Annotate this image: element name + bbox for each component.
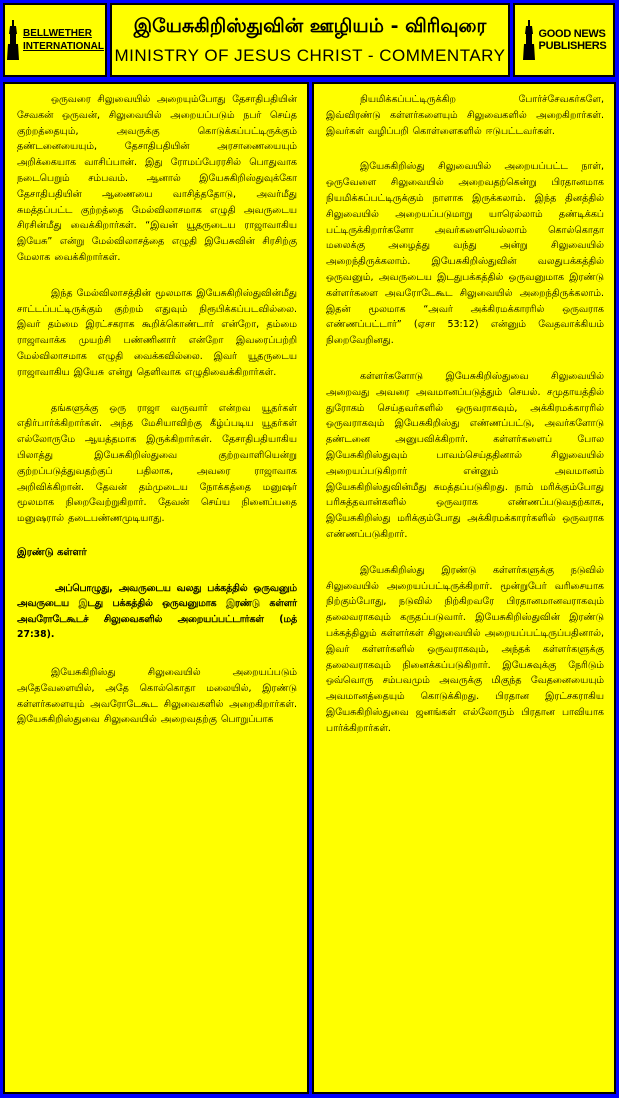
page-title-tamil: இயேசுகிறிஸ்துவின் ஊழியம் - விரிவுரை — [133, 14, 487, 37]
left-column — [3, 82, 309, 1094]
tower-silhouette-icon — [6, 20, 20, 60]
page-title-english: MINISTRY OF JESUS CHRIST - COMMENTARY — [114, 45, 506, 65]
right-logo-line-1: GOOD NEWS — [538, 28, 606, 40]
left-logo-box — [3, 3, 107, 77]
header — [3, 3, 616, 77]
right-logo-box — [513, 3, 615, 77]
paragraph: நியமிக்கப்பட்டிருக்கிற போர்ச்சேவகர்களே, இவ்விரண்டு கள்ளர்களையும் சிலுவைகளில் அறைகிறார்கள். இவர்கள் வழிப்பறி கொள்ளைகளில் ஈடுபட்டவர்கள். — [326, 94, 604, 137]
paragraph: ஒருவரை சிலுவையில் அறையும்போது தேசாதிபதியின் சேவகன் ஒருவன், சிலுவையில் அறையப்படும் நபர் செய்த குற்றத்தையும், அவருக்கு கொடுக்கப்பட்டிருக்கும் தண்டனையையும், தேசாதிபதியின் அரசாணையையும் அறிக்கையாக வாசிப்பான். இது ரோமப்பேரரசில் பொதுவாக நடைபெறும் சம்பவம். ஆனால் இயேசுகிறிஸ்துவுக்கோ தேசாதிபதியின் ஆணையை வாசித்ததோடு, அவர்மீது சுமத்தப்பட்ட குற்றத்தை மேல்விலாசமாக எழுதி அவருடைய சிரசின்மீது வைக்கிறார்கள். “இவன் யூதருடைய ராஜாவாகிய இயேசு” என்று மேல்விலாசத்தை எழுதி இயேசுவின் சிரசிற்கு மேலாக வைக்கிறார்கள். — [17, 94, 297, 263]
scripture-quote: அப்பொழுது, அவருடைய வலது பக்கத்தில் ஒருவனும் அவருடைய இடது பக்கத்தில் ஒருவனுமாக இரண்டு கள்ளர் அவரோடேகூடச் சிலுவைகளில் அறையப்பட்டார்கள் (மத் 27:38). — [17, 582, 297, 641]
tower-silhouette-icon — [522, 20, 536, 60]
paragraph: கள்ளர்களோடு இயேசுகிறிஸ்துவை சிலுவையில் அறைவது அவரை அவமானப்படுத்தும் செயல். சமுதாயத்தில் துரோகம் செய்தவர்களில் ஒருவராகவும், அக்கிரமக்காரரில் ஒருவராகவும் இயேசுகிறிஸ்து எண்ணப்பட்டு, அவர்களோடு தண்டனை அனுபவிக்கிறார். கள்ளர்களைப் போல இயேசுகிறிஸ்துவும் பாவம்செய்ததினால் சிலுவையில் அறையப்படுகிறார் என்னும் அவமானம் இயேசுகிறிஸ்துவின்மீது சுமத்தப்படுகிறது. நாம் மரிக்கும்போது பரிசுத்தவான்களில் ஒருவராக எண்ணப்படுவதற்காக, இயேசுகிறிஸ்து மரிக்கும்போது அக்கிரமக்காரர்களில் ஒருவராக எண்ணப்படுகிறார். — [326, 370, 604, 540]
section-heading: இரண்டு கள்ளர் — [17, 546, 87, 558]
paragraph: இயேசுகிறிஸ்து சிலுவையில் அறையப்படும் அதேவேளையில், அதே கொல்கொதா மலையில், இரண்டு கள்ளர்களையும் அவரோடேகூட சிலுவைகளில் அறைகிறார்கள். இயேசுகிறிஸ்துவை சிலுவையில் அறைவதற்கு பொறுப்பாக — [17, 666, 297, 726]
title-box — [110, 3, 510, 77]
left-logo-line-2: INTERNATIONAL — [23, 41, 104, 52]
left-logo-line-1: BELLWETHER — [23, 28, 92, 39]
paragraph: தங்களுக்கு ஒரு ராஜா வருவார் என்றவ யூதர்கள் எதிர்பார்க்கிறார்கள். அந்த மேசியாவிற்கு கீழ்ப்படிய யூதர்கள் எல்லோருமே ஆயத்தமாக இருக்கிறார்கள். தேசாதிபதியாகிய பிலாத்து இயேசுகிறிஸ்துவை குற்றவாளியென்று குற்றப்படுத்துவதற்குப் பதிலாக, அவரை ராஜாவாக அறிவிக்கிறான். தேவன் தம்முடைய நோக்கத்தை மனுஷர் மூலமாக நிறைவேற்றுகிறார். தேவன் செய்ய நினைப்பதை மனுஷரால் தடைபண்ணமுடியாது. — [17, 402, 297, 525]
paragraph: இந்த மேல்விலாசத்தின் மூலமாக இயேசுகிறிஸ்துவின்மீது சாட்டப்பட்டிருக்கும் குற்றம் எதுவும் நிரூபிக்கப்படவில்லை. இவர் தம்மை இரட்சகராக கூறிக்கொண்டார் என்றோ, தம்மை ராஜாவாக்க முயற்சி பண்ணினார் என்றோ இவரைப்பற்றி மேல்விலாசமாக எழுதி வைக்கவில்லை. இவர் யூதருடைய ராஜாவாகிய இயேசு என்று தெளிவாக எழுதிவைக்கிறார்கள். — [17, 287, 297, 378]
right-column — [312, 82, 616, 1094]
right-logo-line-2: PUBLISHERS — [538, 40, 607, 52]
paragraph: இயேசுகிறிஸ்து இரண்டு கள்ளர்களுக்கு நடுவில் சிலுவையில் அறையப்பட்டிருக்கிறார். மூன்றுபேர் வரிசையாக நிற்கும்போது, நடுவில் நிற்கிறவரே பிரதானமானவராகவும் தலைவராகவும் கருதப்படுவார். இயேசுகிறிஸ்துவின் இரண்டு பக்கத்திலும் கள்ளர்கள் சிலுவையில் அறையப்பட்டிருப்பதினால், இவர் கள்ளர்களில் ஒருவராகவும், அந்தக் கள்ளர்களுக்கு தலைவராகவும் நினைக்கப்படுகிறார். இயேசுவுக்கு நேரிடும் ஒவ்வொரு சம்பவமும் அவருக்கு மிகுந்த வேதனையையும் அவமானத்தையும் கொடுக்கிறது. பிரதான இரட்சகராகிய இயேசுகிறிஸ்துவை ஜனங்கள் எல்லோரும் பிரதான பாவியாக பார்க்கிறார்கள். — [326, 564, 604, 734]
paragraph: இயேசுகிறிஸ்து சிலுவையில் அறையப்பட்ட நாள், ஒருவேளை சிலுவையில் அறைவதற்கென்று பிரதானமாக நியமிக்கப்பட்டிருக்கும் நாளாக இருக்கலாம். இந்த தினத்தில் சிலுவையில் அறையப்படுமாறு யாரெல்லாம் தண்டிக்கப் பட்டிருக்கிறார்களோ அவர்களையெல்லாம் கொல்கொதா மலைக்கு அழைத்து வந்து அன்று சிலுவையில் அறைந்திருக்கலாம். இயேசுகிறிஸ்துவின் வலதுபக்கத்தில் ஒருவனும், அவருடைய இடதுபக்கத்தில் ஒருவனுமாக இரண்டு கள்ளர்களை அவரோடேகூட சிலுவையில் அறைந்திருக்கலாம். இதன் மூலமாக “அவர் அக்கிரமக்காரரில் ஒருவராக எண்ணப்பட்டார்” (ஏசா 53:12) என்னும் வேதவாக்கியம் நிறைவேறினது. — [326, 161, 604, 347]
good-news-logo — [522, 20, 607, 60]
bellwether-logo — [6, 20, 104, 60]
